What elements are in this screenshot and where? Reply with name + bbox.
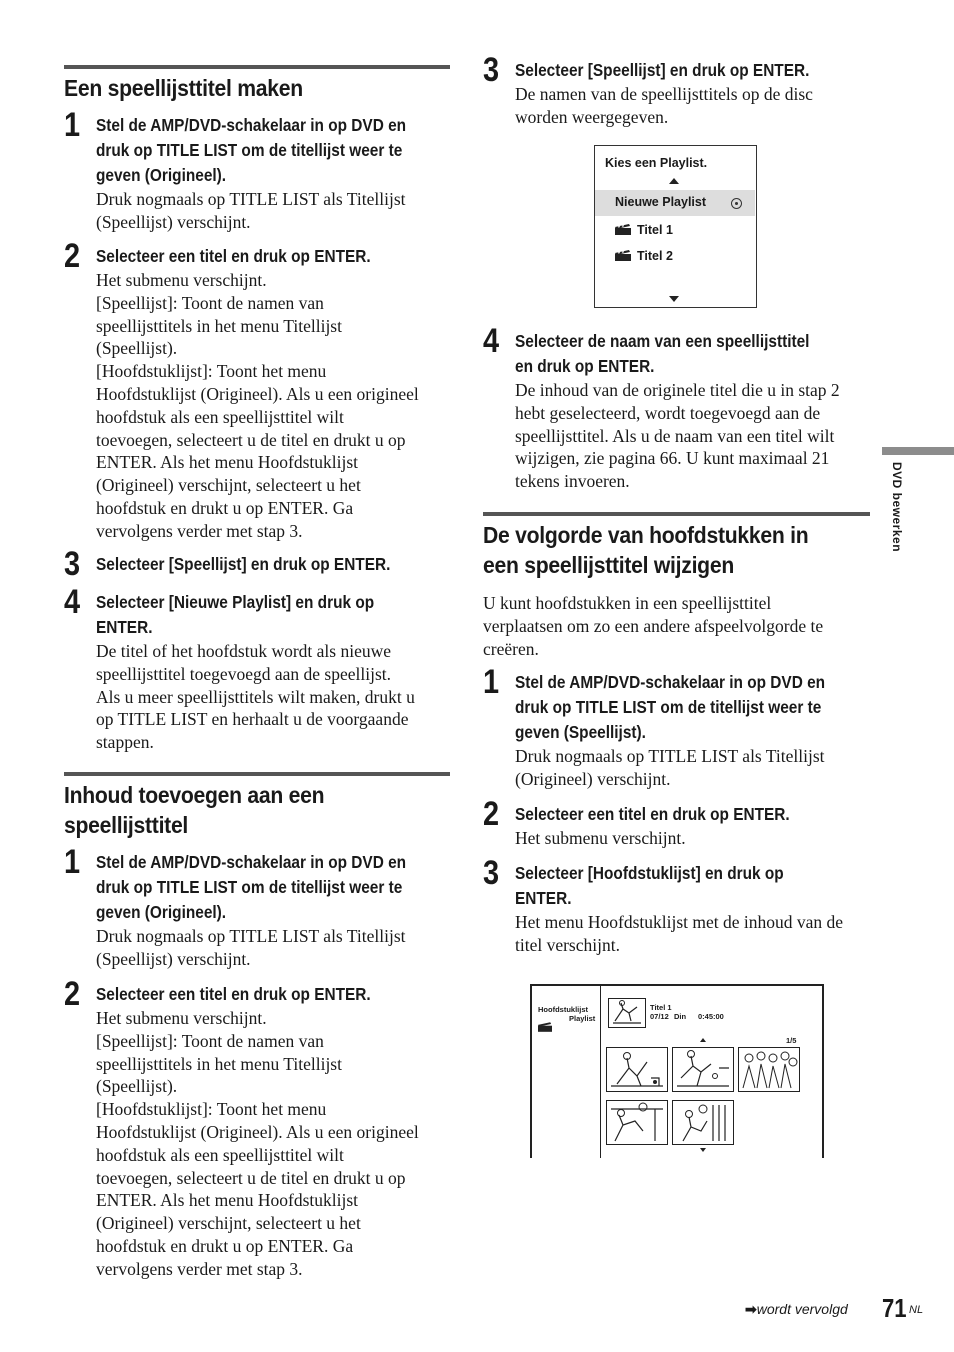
step-4 xyxy=(64,583,450,754)
scroll-up-arrow-icon xyxy=(700,1038,706,1042)
step-heading: Selecteer [Speellijst] en druk op ENTER. xyxy=(96,554,391,574)
title-day: Din xyxy=(674,1012,687,1021)
football-scene-image xyxy=(609,999,645,1027)
step-heading: Selecteer een titel en druk op ENTER. xyxy=(96,246,371,266)
step-number: 2 xyxy=(64,237,81,275)
section-heading: Inhoud toevoegen aan een speellijsttitel xyxy=(64,782,325,838)
step-body: Het submenu verschijnt. [Speellijst]: Toont de namen van speellijsttitels in het menu Titellijst (Speellijst). [Hoofdstuklijst]: Toont het menu Hoofdstuklijst (Origineel). Als u een origineel hoofdstuk als een speellijsttitel wilt toevoegen, selecteert u de titel en drukt u op ENTER. Als het menu Hoofdstuklijst (Origineel) verschijnt, selecteert u het hoofdstuk en drukt u op ENTER. Ga vervolgens verder met stap 3. xyxy=(96,270,419,541)
scroll-down-arrow-icon xyxy=(669,296,679,302)
step-3 xyxy=(483,854,870,957)
menu-item-selected[interactable] xyxy=(595,190,755,216)
scroll-up-arrow-icon xyxy=(669,178,679,184)
step-4 xyxy=(483,322,870,493)
step-3 xyxy=(64,545,450,583)
step-heading: Selecteer een titel en druk op ENTER. xyxy=(515,804,790,824)
step-number: 1 xyxy=(64,106,81,144)
step-heading: Selecteer [Hoofdstuklijst] en druk op ENTER. xyxy=(515,863,784,908)
section-inhoud-toevoegen xyxy=(64,772,450,840)
step-number: 3 xyxy=(483,51,500,89)
chapter-thumbnail[interactable] xyxy=(672,1047,734,1092)
continued-note xyxy=(745,1301,848,1318)
menu-item[interactable] xyxy=(615,223,673,237)
continued-text: wordt vervolgd xyxy=(756,1301,848,1317)
step-1 xyxy=(483,663,870,791)
step-2 xyxy=(483,795,870,850)
menu-title: Kies een Playlist. xyxy=(605,156,708,170)
chapter-image xyxy=(673,1101,733,1144)
step-number: 3 xyxy=(64,545,81,583)
step-number: 4 xyxy=(483,322,500,360)
title-duration: 0:45:00 xyxy=(698,1012,724,1021)
disc-icon xyxy=(731,198,742,209)
step-heading: Stel de AMP/DVD-schakelaar in op DVD en druk op TITLE LIST om de titellijst weer te geven (Origineel). xyxy=(96,115,407,185)
clapperboard-icon xyxy=(615,224,631,235)
step-body: De namen van de speellijsttitels op de disc worden weergegeven. xyxy=(515,84,813,127)
step-1 xyxy=(64,106,450,234)
chapter-list-screenshot xyxy=(530,984,824,1158)
section-heading: De volgorde van hoofdstukken in een speellijsttitel wijzigen xyxy=(483,522,809,578)
language-code: NL xyxy=(909,1304,924,1316)
step-body: De titel of het hoofdstuk wordt als nieuwe speellijsttitel toegevoegd aan de speellijst. Als u meer speellijsttitels wilt maken, drukt u op TITLE LIST en herhaalt u de voorgaande stappen. xyxy=(96,641,415,753)
chapter-thumbnail[interactable] xyxy=(738,1047,800,1092)
chapter-thumbnail[interactable] xyxy=(606,1047,668,1092)
menu-item[interactable] xyxy=(615,249,673,263)
title-name: Titel 1 xyxy=(650,1003,672,1012)
step-body: Het submenu verschijnt. xyxy=(515,828,686,848)
menu-sublabel: Playlist xyxy=(569,1014,596,1023)
chapter-thumbnail[interactable] xyxy=(672,1100,734,1145)
section-rule xyxy=(64,772,450,776)
step-body: Het menu Hoofdstuklijst met de inhoud van de titel verschijnt. xyxy=(515,912,844,955)
menu-item-label: Titel 1 xyxy=(637,223,673,237)
menu-label: Hoofdstuklijst xyxy=(538,1005,588,1014)
chapter-image xyxy=(739,1048,799,1091)
step-number: 2 xyxy=(483,795,500,833)
title-thumbnail xyxy=(608,998,646,1028)
step-2 xyxy=(64,975,450,1281)
divider xyxy=(600,986,601,1158)
side-tab-label: DVD bewerken xyxy=(890,462,904,553)
step-body: Druk nogmaals op TITLE LIST als Titellijst (Speellijst) verschijnt. xyxy=(96,189,406,232)
step-2 xyxy=(64,237,450,543)
chapter-image xyxy=(607,1048,667,1091)
step-number: 1 xyxy=(64,843,81,881)
chapter-image xyxy=(673,1048,733,1091)
step-body: Druk nogmaals op TITLE LIST als Titellijst (Origineel) verschijnt. xyxy=(515,746,825,789)
page-number: 71 xyxy=(882,1293,907,1323)
step-number: 1 xyxy=(483,663,500,701)
clapperboard-icon xyxy=(538,1022,552,1032)
step-heading: Selecteer een titel en druk op ENTER. xyxy=(96,984,371,1004)
menu-item-label: Titel 2 xyxy=(637,249,673,263)
menu-item-label: Nieuwe Playlist xyxy=(615,195,707,209)
step-body: Druk nogmaals op TITLE LIST als Titellijst (Speellijst) verschijnt. xyxy=(96,926,406,969)
step-heading: Stel de AMP/DVD-schakelaar in op DVD en druk op TITLE LIST om de titellijst weer te geven (Origineel). xyxy=(96,852,407,922)
section-rule xyxy=(64,65,450,69)
section-volgorde-wijzigen xyxy=(483,512,870,580)
chapter-image xyxy=(607,1101,667,1144)
arrow-right-icon: ➡ xyxy=(745,1301,757,1317)
step-body: Het submenu verschijnt. [Speellijst]: Toont de namen van speellijsttitels in het menu Titellijst (Speellijst). [Hoofdstuklijst]: Toont het menu Hoofdstuklijst (Origineel). Als u een origineel hoofdstuk als een speellijsttitel wilt toevoegen, selecteert u de titel en drukt u op ENTER. Als het menu Hoofdstuklijst (Origineel) verschijnt, selecteert u het hoofdstuk en drukt u op ENTER. Ga vervolgens verder met stap 3. xyxy=(96,1008,419,1279)
step-heading: Selecteer de naam van een speellijsttitel en druk op ENTER. xyxy=(515,331,810,376)
section-intro: U kunt hoofdstukken in een speellijsttitel verplaatsen om zo een andere afspeelvolgorde te creëren. xyxy=(483,593,824,659)
page-indicator: 1/5 xyxy=(786,1036,797,1045)
section-een-speellijsttitel-maken xyxy=(64,65,450,103)
scroll-down-arrow-icon xyxy=(700,1148,706,1152)
side-tab-marker xyxy=(882,447,954,455)
title-date: 07/12 xyxy=(650,1012,669,1021)
section-heading: Een speellijsttitel maken xyxy=(64,75,303,101)
step-number: 2 xyxy=(64,975,81,1013)
step-body: De inhoud van de originele titel die u in stap 2 hebt geselecteerd, wordt toegevoegd aan de speellijsttitel. Als u de naam van een titel wilt wijzigen, zie pagina 66. U kunt maximaal 21 tekens invoeren. xyxy=(515,380,840,492)
step-number: 4 xyxy=(64,583,81,621)
playlist-menu-screenshot xyxy=(594,145,757,308)
step-3 xyxy=(483,51,870,129)
step-heading: Selecteer [Speellijst] en druk op ENTER. xyxy=(515,60,810,80)
clapperboard-icon xyxy=(615,250,631,261)
section-rule xyxy=(483,512,870,516)
step-1 xyxy=(64,843,450,971)
step-heading: Stel de AMP/DVD-schakelaar in op DVD en druk op TITLE LIST om de titellijst weer te geven (Speellijst). xyxy=(515,672,826,742)
step-heading: Selecteer [Nieuwe Playlist] en druk op ENTER. xyxy=(96,592,375,637)
step-number: 3 xyxy=(483,854,500,892)
chapter-thumbnail[interactable] xyxy=(606,1100,668,1145)
